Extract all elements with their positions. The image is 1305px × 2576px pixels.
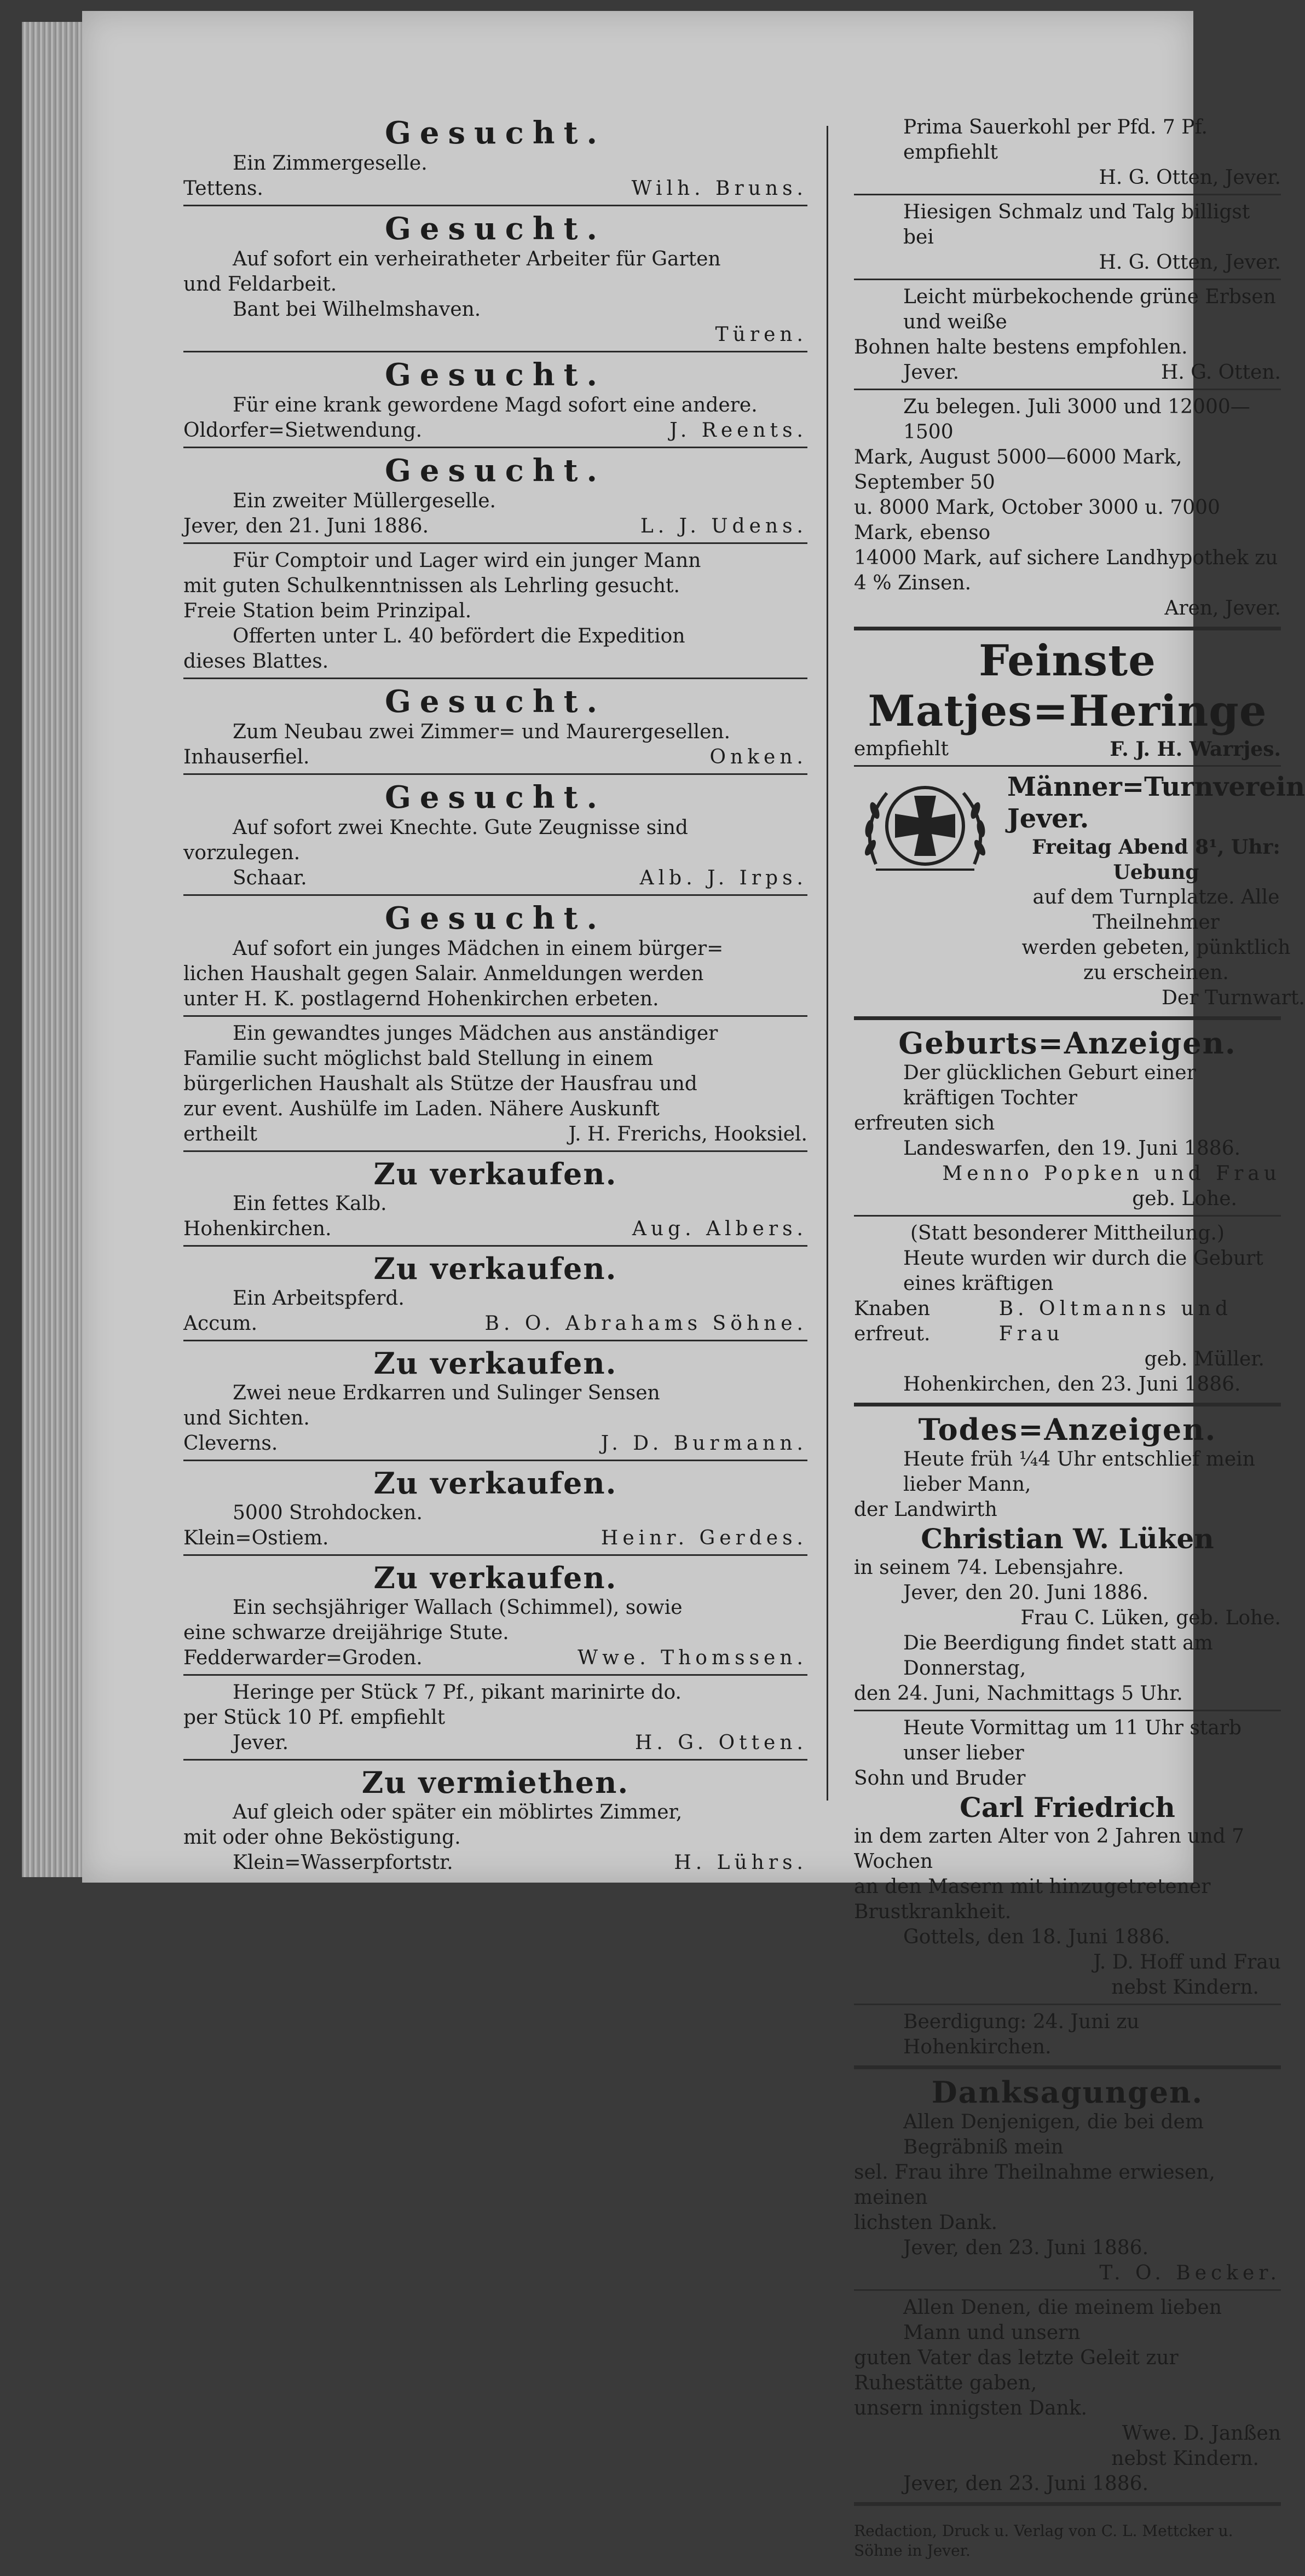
section-heading-geburt: Geburts=Anzeigen. [898, 1026, 1237, 1061]
right-column [854, 115, 1305, 2576]
left-column [183, 115, 807, 1875]
ad-text: lichen Haushalt gegen Salair. Anmeldungen werden [183, 963, 704, 985]
ad-text: Für eine krank gewordene Magd sofort eine andere. [233, 394, 758, 416]
divider [183, 1759, 807, 1761]
divider [183, 447, 807, 448]
divider [854, 389, 1281, 390]
ad-text: Ein gewandtes junges Mädchen aus anständiger [233, 1022, 718, 1045]
ad-place: Klein=Wasserpfortstr. [233, 1851, 453, 1874]
divider [854, 194, 1281, 195]
ad-date: Hohenkirchen, den 23. Juni 1886. [903, 1373, 1241, 1396]
divider [183, 351, 807, 352]
ad-text: der Landwirth [854, 1498, 997, 1521]
ad-date: Jever, den 23. Juni 1886. [903, 2473, 1149, 2495]
ad-text: Offerten unter L. 40 befördert die Expedition [233, 625, 685, 647]
ad-belegen: Mark, August 5000—6000 Mark, September 50 [854, 446, 1182, 494]
ad-place: Klein=Ostiem. [183, 1527, 329, 1549]
ad-text: Heringe per Stück 7 Pf., pikant marinirte do. [233, 1681, 682, 1704]
ad-text: in dem zarten Alter von 2 Jahren und 7 Wochen [854, 1825, 1245, 1873]
ad-text: zur event. Aushülfe im Laden. Nähere Auskunft [183, 1098, 660, 1120]
ad-gesucht-4 [183, 453, 807, 544]
ad-heading: Gesucht. [385, 684, 606, 720]
ad-signer: Frau C. Lüken, geb. Lohe. [1020, 1607, 1281, 1629]
section-heading-dank: Danksagungen. [931, 2075, 1204, 2110]
ad-gesucht-3 [183, 357, 807, 448]
ad-heading: Gesucht. [385, 453, 606, 489]
ad-date: Jever, den 20. Juni 1886. [903, 1582, 1149, 1604]
divider [854, 1016, 1281, 1020]
divider [854, 2004, 1281, 2005]
ad-text: mit guten Schulkenntnissen als Lehrling gesucht. [183, 575, 680, 597]
ad-text: Für Comptoir und Lager wird ein junger Mann [233, 549, 701, 572]
ad-signer: Onken. [709, 746, 807, 768]
ad-text: Allen Denjenigen, die bei dem Begräbniß mein [903, 2111, 1204, 2158]
divider [854, 2065, 1281, 2069]
ad-heading: Gesucht. [385, 357, 606, 393]
ad-text: unter H. K. postlagernd Hohenkirchen erbeten. [183, 988, 659, 1010]
divider [183, 773, 807, 775]
ad-place: Schaar. [233, 867, 307, 889]
ad-text: Freie Station beim Prinzipal. [183, 600, 472, 622]
column-divider [827, 126, 828, 1801]
ad-text: und Sichten. [183, 1407, 310, 1429]
ad-text: Sohn und Bruder [854, 1767, 1026, 1790]
ad-signer: F. J. H. Warrjes. [1110, 738, 1281, 761]
divider [854, 1710, 1281, 1711]
ad-text: werden gebeten, pünktlich zu erscheinen. [1021, 936, 1291, 984]
ad-text: empfiehlt [854, 738, 949, 760]
divider [183, 1554, 807, 1556]
ad-text: Beerdigung: 24. Juni zu Hohenkirchen. [903, 2011, 1140, 2058]
ad-signer: nebst Kindern. [1111, 2447, 1259, 2470]
ad-text: Landeswarfen, den 19. Juni 1886. [903, 1137, 1241, 1160]
divider [854, 1215, 1281, 1217]
ad-verkaufen-4 [183, 1466, 807, 1556]
divider [183, 1150, 807, 1152]
ad-text: lichsten Dank. [854, 2212, 998, 2234]
ad-heading: Zu verkaufen. [373, 1251, 617, 1286]
ad-signer: Wilh. Bruns. [631, 177, 807, 200]
ad-signer: geb. Müller. [1144, 1348, 1264, 1370]
ad-signer: B. Oltmanns und Frau [998, 1298, 1232, 1345]
ad-text: Ein sechsjähriger Wallach (Schimmel), sowie [233, 1596, 683, 1619]
ad-heringe [183, 1680, 807, 1761]
ad-signer: Alb. J. Irps. [639, 867, 807, 889]
divider [854, 627, 1281, 630]
ad-turnverein-title: Männer=Turnverein Jever. [1007, 772, 1305, 834]
divider [854, 1403, 1281, 1406]
ad-belegen: 14000 Mark, auf sichere Landhypothek zu 4 % Zinsen. [854, 547, 1278, 594]
ad-text: bürgerlichen Haushalt als Stütze der Hausfrau und [183, 1073, 697, 1095]
ad-signer: Wwe. D. Janßen [1122, 2422, 1281, 2445]
ad-vermiethen [183, 1765, 807, 1875]
divider [854, 279, 1281, 280]
ad-text: Allen Denen, die meinem lieben Mann und unsern [903, 2296, 1222, 2344]
ad-signer: nebst Kindern. [1111, 1976, 1259, 1999]
ad-gesucht-6 [183, 779, 807, 896]
ad-text: Ein zweiter Müllergeselle. [233, 490, 496, 512]
divider [183, 542, 807, 544]
ad-heading: Zu verkaufen. [373, 1346, 617, 1381]
ad-heading: Gesucht. [385, 115, 606, 151]
deceased-name: Carl Friedrich [960, 1791, 1175, 1824]
ad-text: vorzulegen. [183, 842, 301, 864]
ad-text: per Stück 10 Pf. empfiehlt [183, 1706, 446, 1729]
divider [183, 1460, 807, 1461]
ad-belegen: Zu belegen. Juli 3000 und 12000—1500 [903, 396, 1250, 443]
ad-place: Inhauserfiel. [183, 746, 310, 768]
ad-matjes-title: Feinste Matjes=Heringe [868, 636, 1267, 736]
ad-signer: Aug. Albers. [632, 1218, 807, 1240]
ad-text: Zum Neubau zwei Zimmer= und Maurergesellen. [233, 721, 731, 743]
divider [854, 2289, 1281, 2291]
ad-text: eine schwarze dreijährige Stute. [183, 1622, 509, 1644]
ad-text: und Feldarbeit. [183, 273, 337, 296]
ad-text: unsern innigsten Dank. [854, 2397, 1088, 2419]
page-edge [22, 22, 88, 1877]
ad-heading: Gesucht. [385, 211, 606, 247]
ad-text: Ein fettes Kalb. [233, 1193, 387, 1215]
ad-signer: J. D. Hoff und Frau [1093, 1951, 1281, 1973]
ad-gesucht-maedchen [183, 900, 807, 1017]
ad-place: Oldorfer=Sietwendung. [183, 419, 423, 442]
ad-signer: H. G. Otten. [634, 1732, 807, 1754]
ad-verkaufen-1 [183, 1156, 807, 1247]
ad-text: Bant bei Wilhelmshaven. [233, 298, 481, 321]
ad-signer: Menno Popken und Frau [942, 1162, 1281, 1185]
divider [183, 1015, 807, 1017]
ad-signer: J. D. Burmann. [600, 1432, 807, 1455]
ad-signer: J. H. Frerichs, Hooksiel. [568, 1123, 807, 1145]
ad-signer: H. G. Otten, Jever. [1099, 166, 1281, 189]
turner-cross-emblem-icon [854, 771, 996, 881]
ad-text: 5000 Strohdocken. [233, 1502, 423, 1524]
ad-signer: Türen. [715, 323, 807, 346]
ad-place: Accum. [183, 1312, 258, 1335]
ad-place: Hohenkirchen. [183, 1218, 332, 1240]
ad-erbsen: Bohnen halte bestens empfohlen. [854, 336, 1188, 358]
ad-turnverein [854, 771, 1305, 1011]
ad-heading: Zu verkaufen. [373, 1560, 617, 1595]
ad-place: Jever. [903, 361, 960, 384]
ad-place: Tettens. [183, 177, 263, 200]
ad-text: Der glücklichen Geburt einer kräftigen Tochter [903, 1062, 1196, 1109]
ad-text: Heute früh ¼4 Uhr entschlief mein lieber Mann, [903, 1448, 1255, 1496]
ad-belegen: u. 8000 Mark, October 3000 u. 7000 Mark, ebenso [854, 496, 1220, 544]
ad-sauerkohl: Prima Sauerkohl per Pfd. 7 Pf. empfiehlt [903, 116, 1208, 164]
section-heading-tod: Todes=Anzeigen. [918, 1412, 1217, 1447]
ad-schmalz: Hiesigen Schmalz und Talg billigst bei [903, 201, 1250, 248]
ad-text: (Statt besonderer Mittheilung.) [910, 1222, 1225, 1244]
ad-text: guten Vater das letzte Geleit zur Ruhestätte gaben, [854, 2347, 1179, 2394]
ad-text: in seinem 74. Lebensjahre. [854, 1556, 1124, 1579]
ad-place: ertheilt [183, 1123, 257, 1145]
ad-date: Gottels, den 18. Juni 1886. [903, 1926, 1171, 1948]
ad-text: auf dem Turnplatze. Alle Theilnehmer [1032, 886, 1280, 934]
divider [854, 2502, 1281, 2506]
ad-text: erfreuten sich [854, 1112, 995, 1134]
ad-signer: Aren, Jever. [1164, 597, 1281, 620]
divider [183, 205, 807, 206]
ad-text: Ein Zimmergeselle. [233, 152, 428, 175]
ad-heading: Gesucht. [385, 900, 606, 936]
ad-gesucht-5 [183, 684, 807, 775]
ad-text: mit oder ohne Beköstigung. [183, 1826, 461, 1849]
divider [183, 1340, 807, 1341]
ad-signer: H. G. Otten. [1160, 361, 1281, 384]
ad-signer: H. Lührs. [674, 1851, 807, 1874]
divider [183, 894, 807, 896]
deceased-name: Christian W. Lüken [921, 1523, 1214, 1555]
divider [183, 1674, 807, 1676]
ad-text: Auf sofort ein verheiratheter Arbeiter für Garten [233, 248, 721, 270]
ad-text: Heute wurden wir durch die Geburt eines kräftigen [903, 1247, 1263, 1295]
ad-erbsen: Leicht mürbekochende grüne Erbsen und weiße [903, 286, 1276, 333]
ad-place: Fedderwarder=Groden. [183, 1647, 423, 1669]
divider [854, 765, 1281, 767]
ad-text: Auf sofort zwei Knechte. Gute Zeugnisse sind [233, 817, 688, 839]
ad-text: Auf sofort ein junges Mädchen in einem bürger= [233, 937, 724, 960]
ad-date: Jever, den 23. Juni 1886. [903, 2237, 1149, 2259]
newspaper-page [82, 11, 1305, 2560]
ad-signer: B. O. Abrahams Söhne. [484, 1312, 807, 1335]
ad-stellung [183, 1021, 807, 1152]
ad-signer: Wwe. Thomssen. [578, 1647, 807, 1669]
ad-place: Jever. [233, 1732, 289, 1754]
ad-text: sel. Frau ihre Theilnahme erwiesen, meinen [854, 2161, 1215, 2209]
ad-signer: Der Turnwart. [1162, 987, 1305, 1009]
ad-text: Familie sucht möglichst bald Stellung in einem [183, 1047, 654, 1070]
ad-text: Zwei neue Erdkarren und Sulinger Sensen [233, 1382, 660, 1404]
ad-text: den 24. Juni, Nachmittags 5 Uhr. [854, 1682, 1183, 1705]
ad-text: Heute Vormittag um 11 Uhr starb unser lieber [903, 1717, 1242, 1764]
ad-signer: L. J. Udens. [640, 515, 807, 537]
ad-gesucht-1 [183, 115, 807, 206]
ad-signer: Heinr. Gerdes. [600, 1527, 807, 1549]
ad-signer: J. Reents. [669, 419, 807, 442]
ad-heading: Zu verkaufen. [373, 1466, 617, 1501]
ad-text: Auf gleich oder später ein möblirtes Zimmer, [233, 1801, 683, 1824]
ad-heading: Zu vermiethen. [361, 1765, 630, 1800]
ad-heading: Zu verkaufen. [373, 1156, 617, 1191]
ad-verkaufen-2 [183, 1251, 807, 1341]
ad-verkaufen-5 [183, 1560, 807, 1676]
ad-heading: Gesucht. [385, 779, 606, 815]
ad-text: dieses Blattes. [183, 650, 329, 673]
ad-text: Ein Arbeitspferd. [233, 1287, 405, 1310]
ad-signer: T. O. Becker. [1099, 2262, 1281, 2284]
ad-gesucht-2 [183, 211, 807, 352]
ad-comptoir [183, 548, 807, 679]
ad-place: Jever, den 21. Juni 1886. [183, 515, 429, 537]
ad-text: Die Beerdigung findet statt am Donnerstag, [903, 1632, 1213, 1680]
ad-signer: H. G. Otten, Jever. [1099, 251, 1281, 274]
ad-signer: geb. Lohe. [1132, 1188, 1237, 1210]
imprint-footer: Redaction, Druck u. Verlag von C. L. Mettcker u. Söhne in Jever. [854, 2522, 1233, 2560]
ad-place: Cleverns. [183, 1432, 278, 1455]
ad-text: Freitag Abend 8¹, Uhr: Uebung [1032, 836, 1280, 884]
ad-verkaufen-3 [183, 1346, 807, 1461]
ad-text: an den Masern mit hinzugetretener Brustkrankheit. [854, 1875, 1211, 1923]
divider [183, 1245, 807, 1247]
divider [183, 678, 807, 679]
ad-text: Knaben erfreut. [854, 1298, 931, 1345]
